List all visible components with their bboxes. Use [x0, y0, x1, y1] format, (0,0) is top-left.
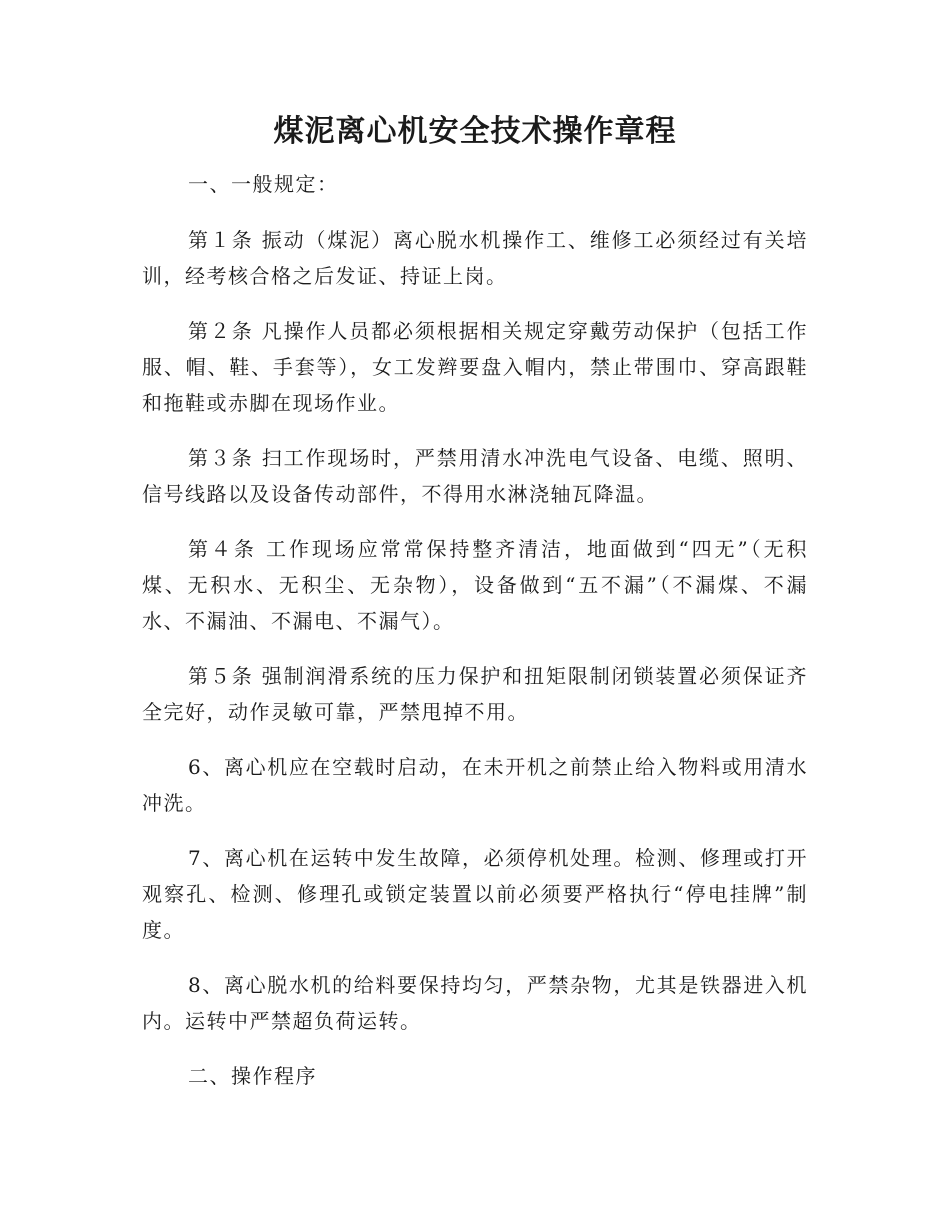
- section-heading-operating-procedure: 二、操作程序: [188, 1064, 317, 1088]
- section-heading-general-rules: 一、一般规定：: [188, 172, 339, 196]
- article-1-paragraph: 第１条 振动（煤泥）离心脱水机操作工、维修工必须经过有关培训，经考核合格之后发证、持证上岗。: [142, 228, 808, 288]
- document-body: [142, 166, 808, 1114]
- article-5-paragraph: 第５条 强制润滑系统的压力保护和扭矩限制闭锁装置必须保证齐全完好，动作灵敏可靠，严禁甩掉不用。: [142, 664, 808, 724]
- document-title: 煤泥离心机安全技术操作章程: [273, 114, 677, 149]
- item-8-paragraph: 8、离心脱水机的给料要保持均匀，严禁杂物，尤其是铁器进入机内。运转中严禁超负荷运转。: [142, 973, 808, 1033]
- article-2-paragraph: 第２条 凡操作人员都必须根据相关规定穿戴劳动保护（包括工作服、帽、鞋、手套等），女工发辫要盘入帽内，禁止带围巾、穿高跟鞋和拖鞋或赤脚在现场作业。: [142, 319, 808, 415]
- article-4-paragraph: 第４条 工作现场应常常保持整齐清洁，地面做到“四无”（无积煤、无积水、无积尘、无杂物），设备做到“五不漏”（不漏煤、不漏水、不漏油、不漏电、不漏气）。: [142, 537, 808, 633]
- article-3-paragraph: 第３条 扫工作现场时，严禁用清水冲洗电气设备、电缆、照明、信号线路以及设备传动部件，不得用水淋浇轴瓦降温。: [142, 446, 808, 506]
- item-7-paragraph: 7、离心机在运转中发生故障，必须停机处理。检测、修理或打开观察孔、检测、修理孔或锁定装置以前必须要严格执行“停电挂牌”制度。: [142, 846, 808, 942]
- item-6-paragraph: 6、离心机应在空载时启动，在未开机之前禁止给入物料或用清水冲洗。: [142, 755, 808, 815]
